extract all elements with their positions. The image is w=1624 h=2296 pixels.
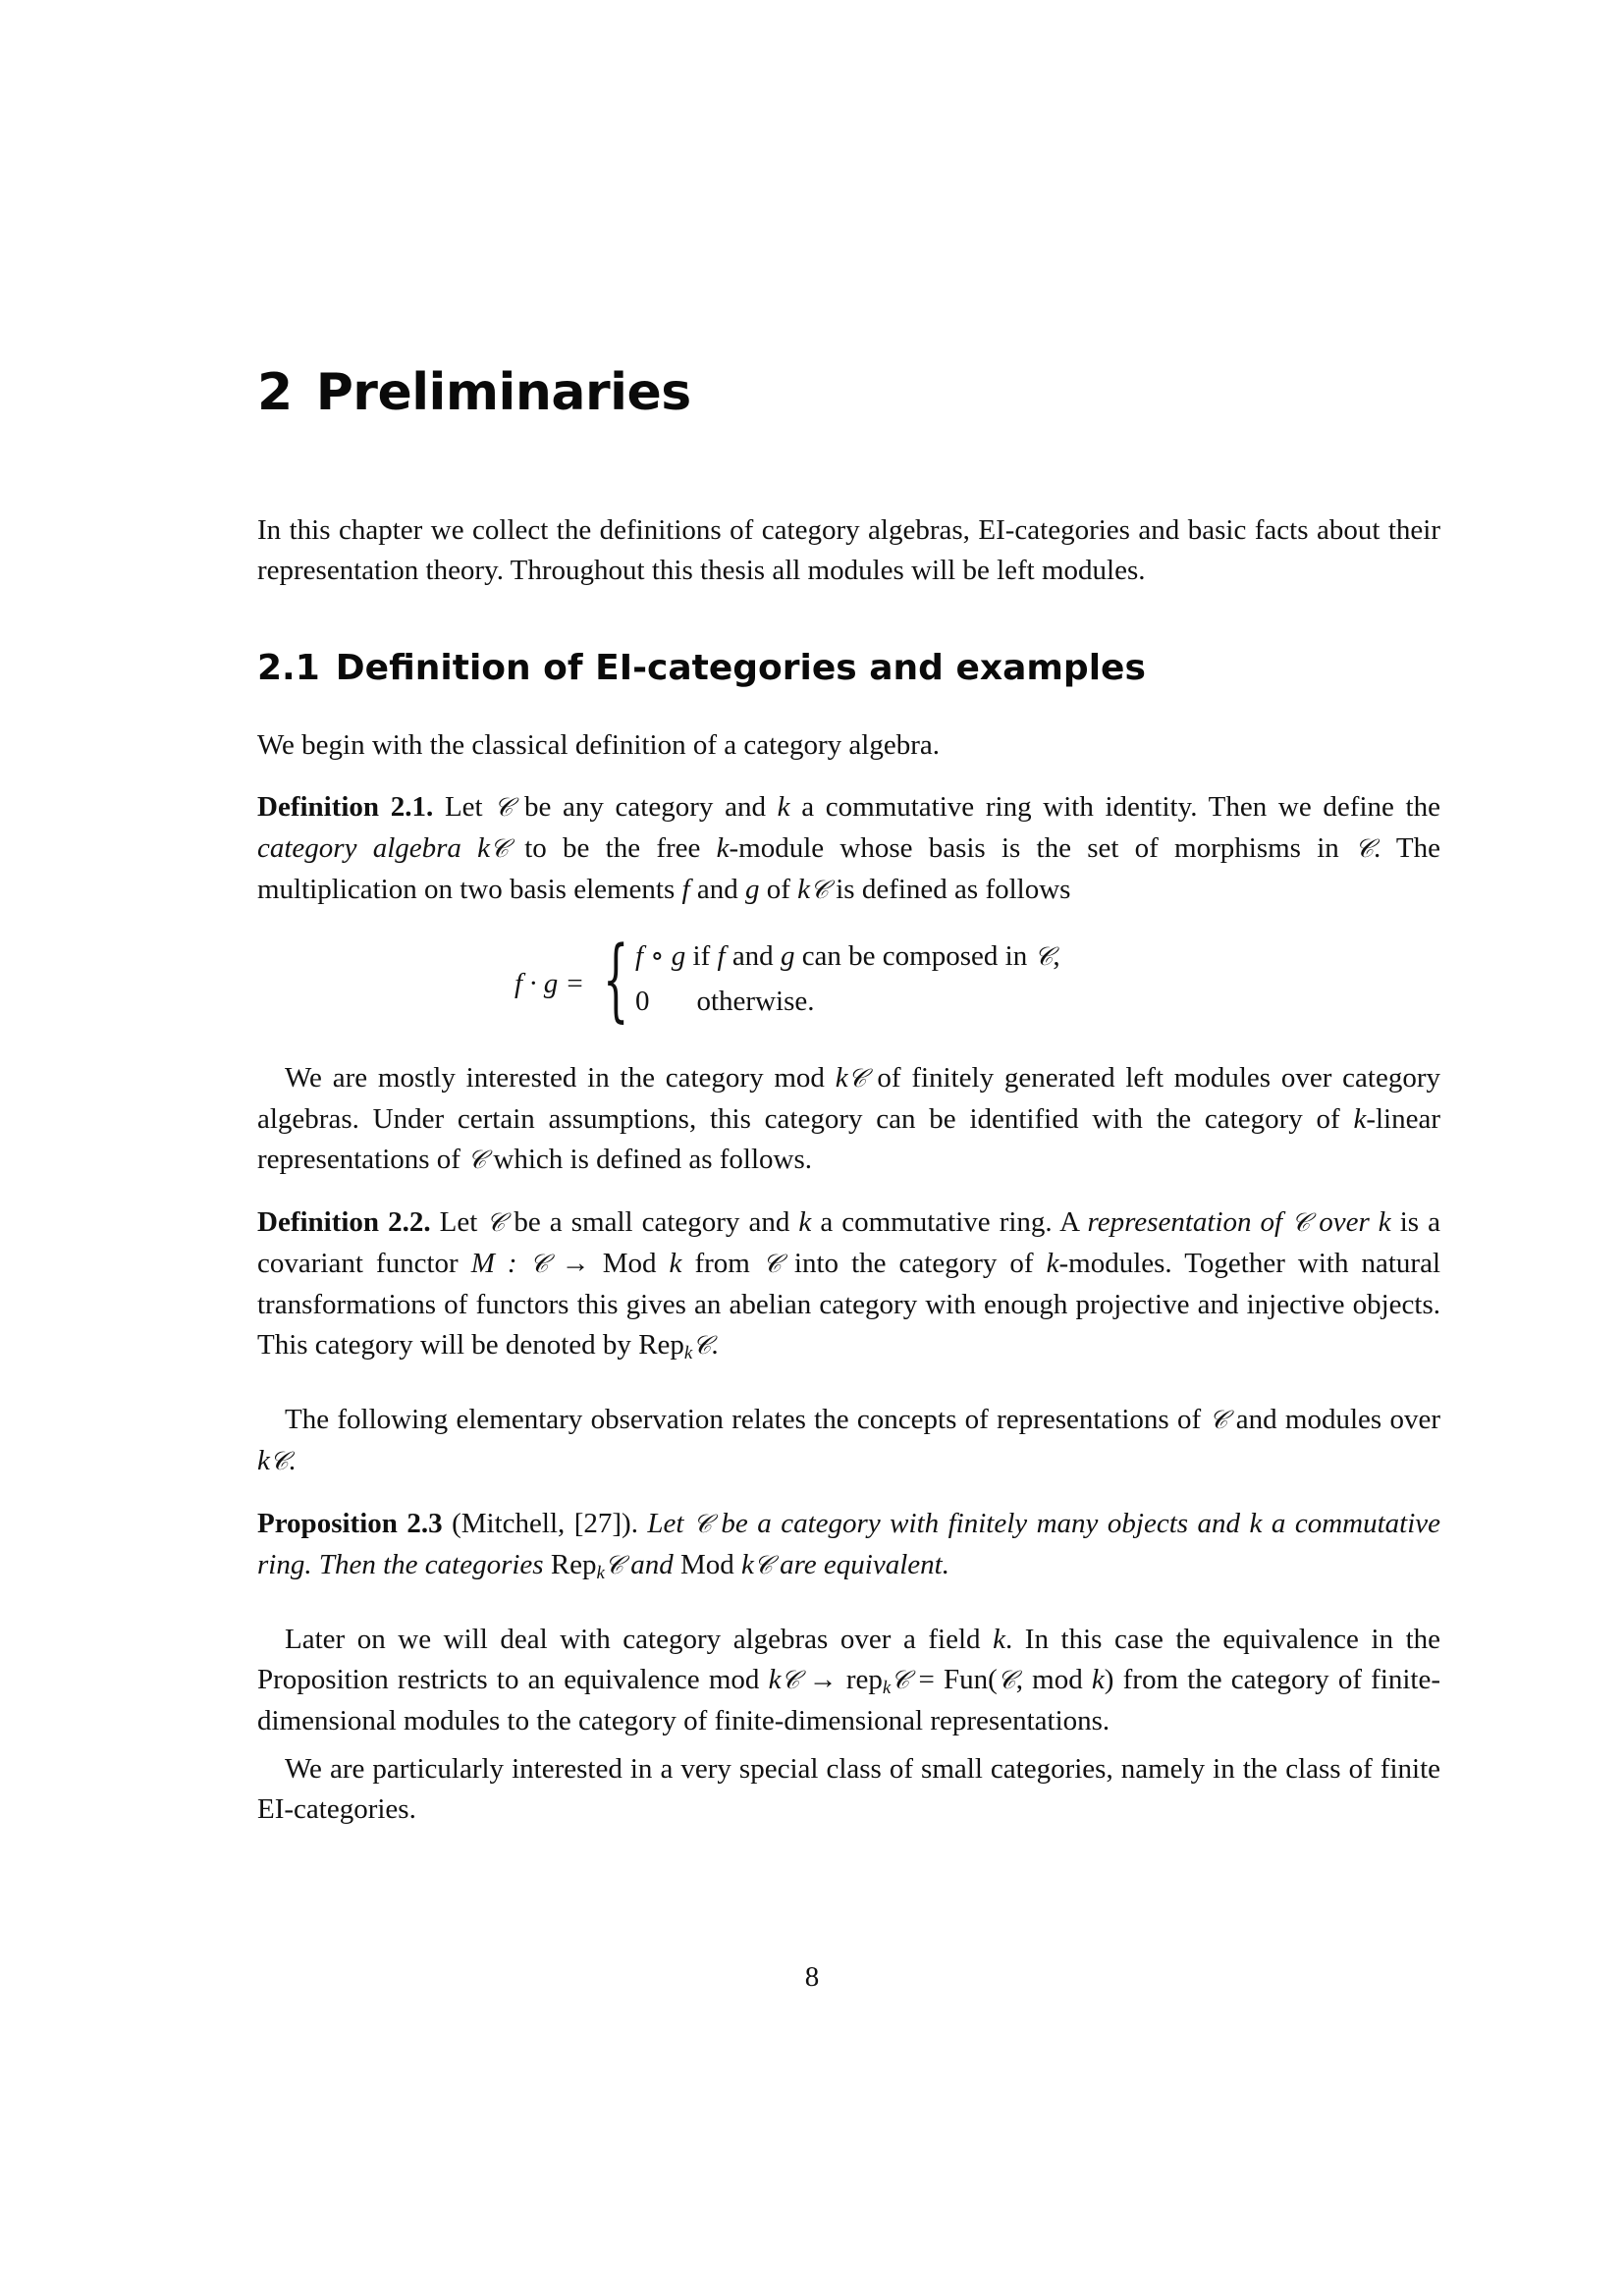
begin-paragraph: We begin with the classical definition of a category algebra. — [257, 729, 941, 761]
section-number: 2.1 — [257, 648, 320, 688]
definition-2-2: Definition 2.2. Let 𝒞 be a small category and k a commutative ring. A representation of 𝒞 over k is a covariant functor M : 𝒞 → Mod k from 𝒞 into the category of k-modules. Together with natural transformations of functors this gives an abelian category with enough projective and injective objects. This category will be denoted by Rep$_k$𝒞. — [257, 1206, 1441, 1363]
formula-case-otherwise: 0 otherwise. — [635, 986, 815, 1017]
proposition-2-3: Proposition 2.3 (Mitchell, [27]). Let 𝒞 be a category with finitely many objects and k a commutative ring. Then the categories Rep$_k$𝒞 and Mod k𝒞 are equivalent. — [257, 1508, 1440, 1583]
formula-case-composable: f ∘ g if f and g can be composed in 𝒞, — [635, 940, 1060, 972]
later-paragraph: Later on we will deal with category algebras over a field k. In this case the equivalence in the Proposition restricts to an equivalence mod k𝒞 → rep$_k$𝒞 = Fun(𝒞, mod k) from the category of finite-dimensional modules to the category of finite-dimensional representations. — [257, 1624, 1441, 1736]
proposition-attribution: (Mitchell, [27]). — [442, 1508, 638, 1539]
mostly-paragraph: We are mostly interested in the category mod k𝒞 of finitely generated left modules over category algebras. Under certain assumptions, this category can be identified with the category of k-linear representations of 𝒞 which is defined as follows. — [257, 1062, 1441, 1175]
following-paragraph: The following elementary observation relates the concepts of representations of 𝒞 and modules over k𝒞. — [257, 1404, 1441, 1476]
chapter-number: 2 — [257, 363, 293, 422]
formula-brace: { — [603, 927, 629, 1032]
term-representation: representation of 𝒞 over k — [1087, 1206, 1391, 1238]
definition-label: Definition 2.2. — [257, 1206, 431, 1238]
particular-paragraph: We are particularly interested in a very special class of small categories, namely in the class of finite EI-categories. — [257, 1753, 1440, 1825]
term-category-algebra: category algebra k𝒞 — [257, 832, 509, 864]
definition-label: Definition 2.1. — [257, 791, 434, 823]
section-title-text: Definition of EI-categories and examples — [335, 648, 1146, 688]
page-number: 8 — [804, 1961, 820, 1993]
chapter-title-text: Preliminaries — [315, 363, 691, 422]
multiplication-formula — [257, 927, 1440, 1035]
definition-2-1: Definition 2.1. Let 𝒞 be any category and k a commutative ring with identity. Then we define the category algebra k𝒞 to be the free k-module whose basis is the set of morphisms in 𝒞. The multiplication on two basis elements f and g of k𝒞 is defined as follows — [257, 791, 1441, 905]
section-title — [257, 648, 1440, 688]
formula-lhs: f · g = — [514, 968, 585, 999]
chapter-title — [257, 363, 1440, 422]
page-content — [257, 363, 1440, 1830]
intro-paragraph: In this chapter we collect the definitions of category algebras, EI-categories and basic facts about their representation theory. Throughout this thesis all modules will be left modules. — [257, 514, 1440, 586]
proposition-label: Proposition 2.3 — [257, 1508, 443, 1539]
